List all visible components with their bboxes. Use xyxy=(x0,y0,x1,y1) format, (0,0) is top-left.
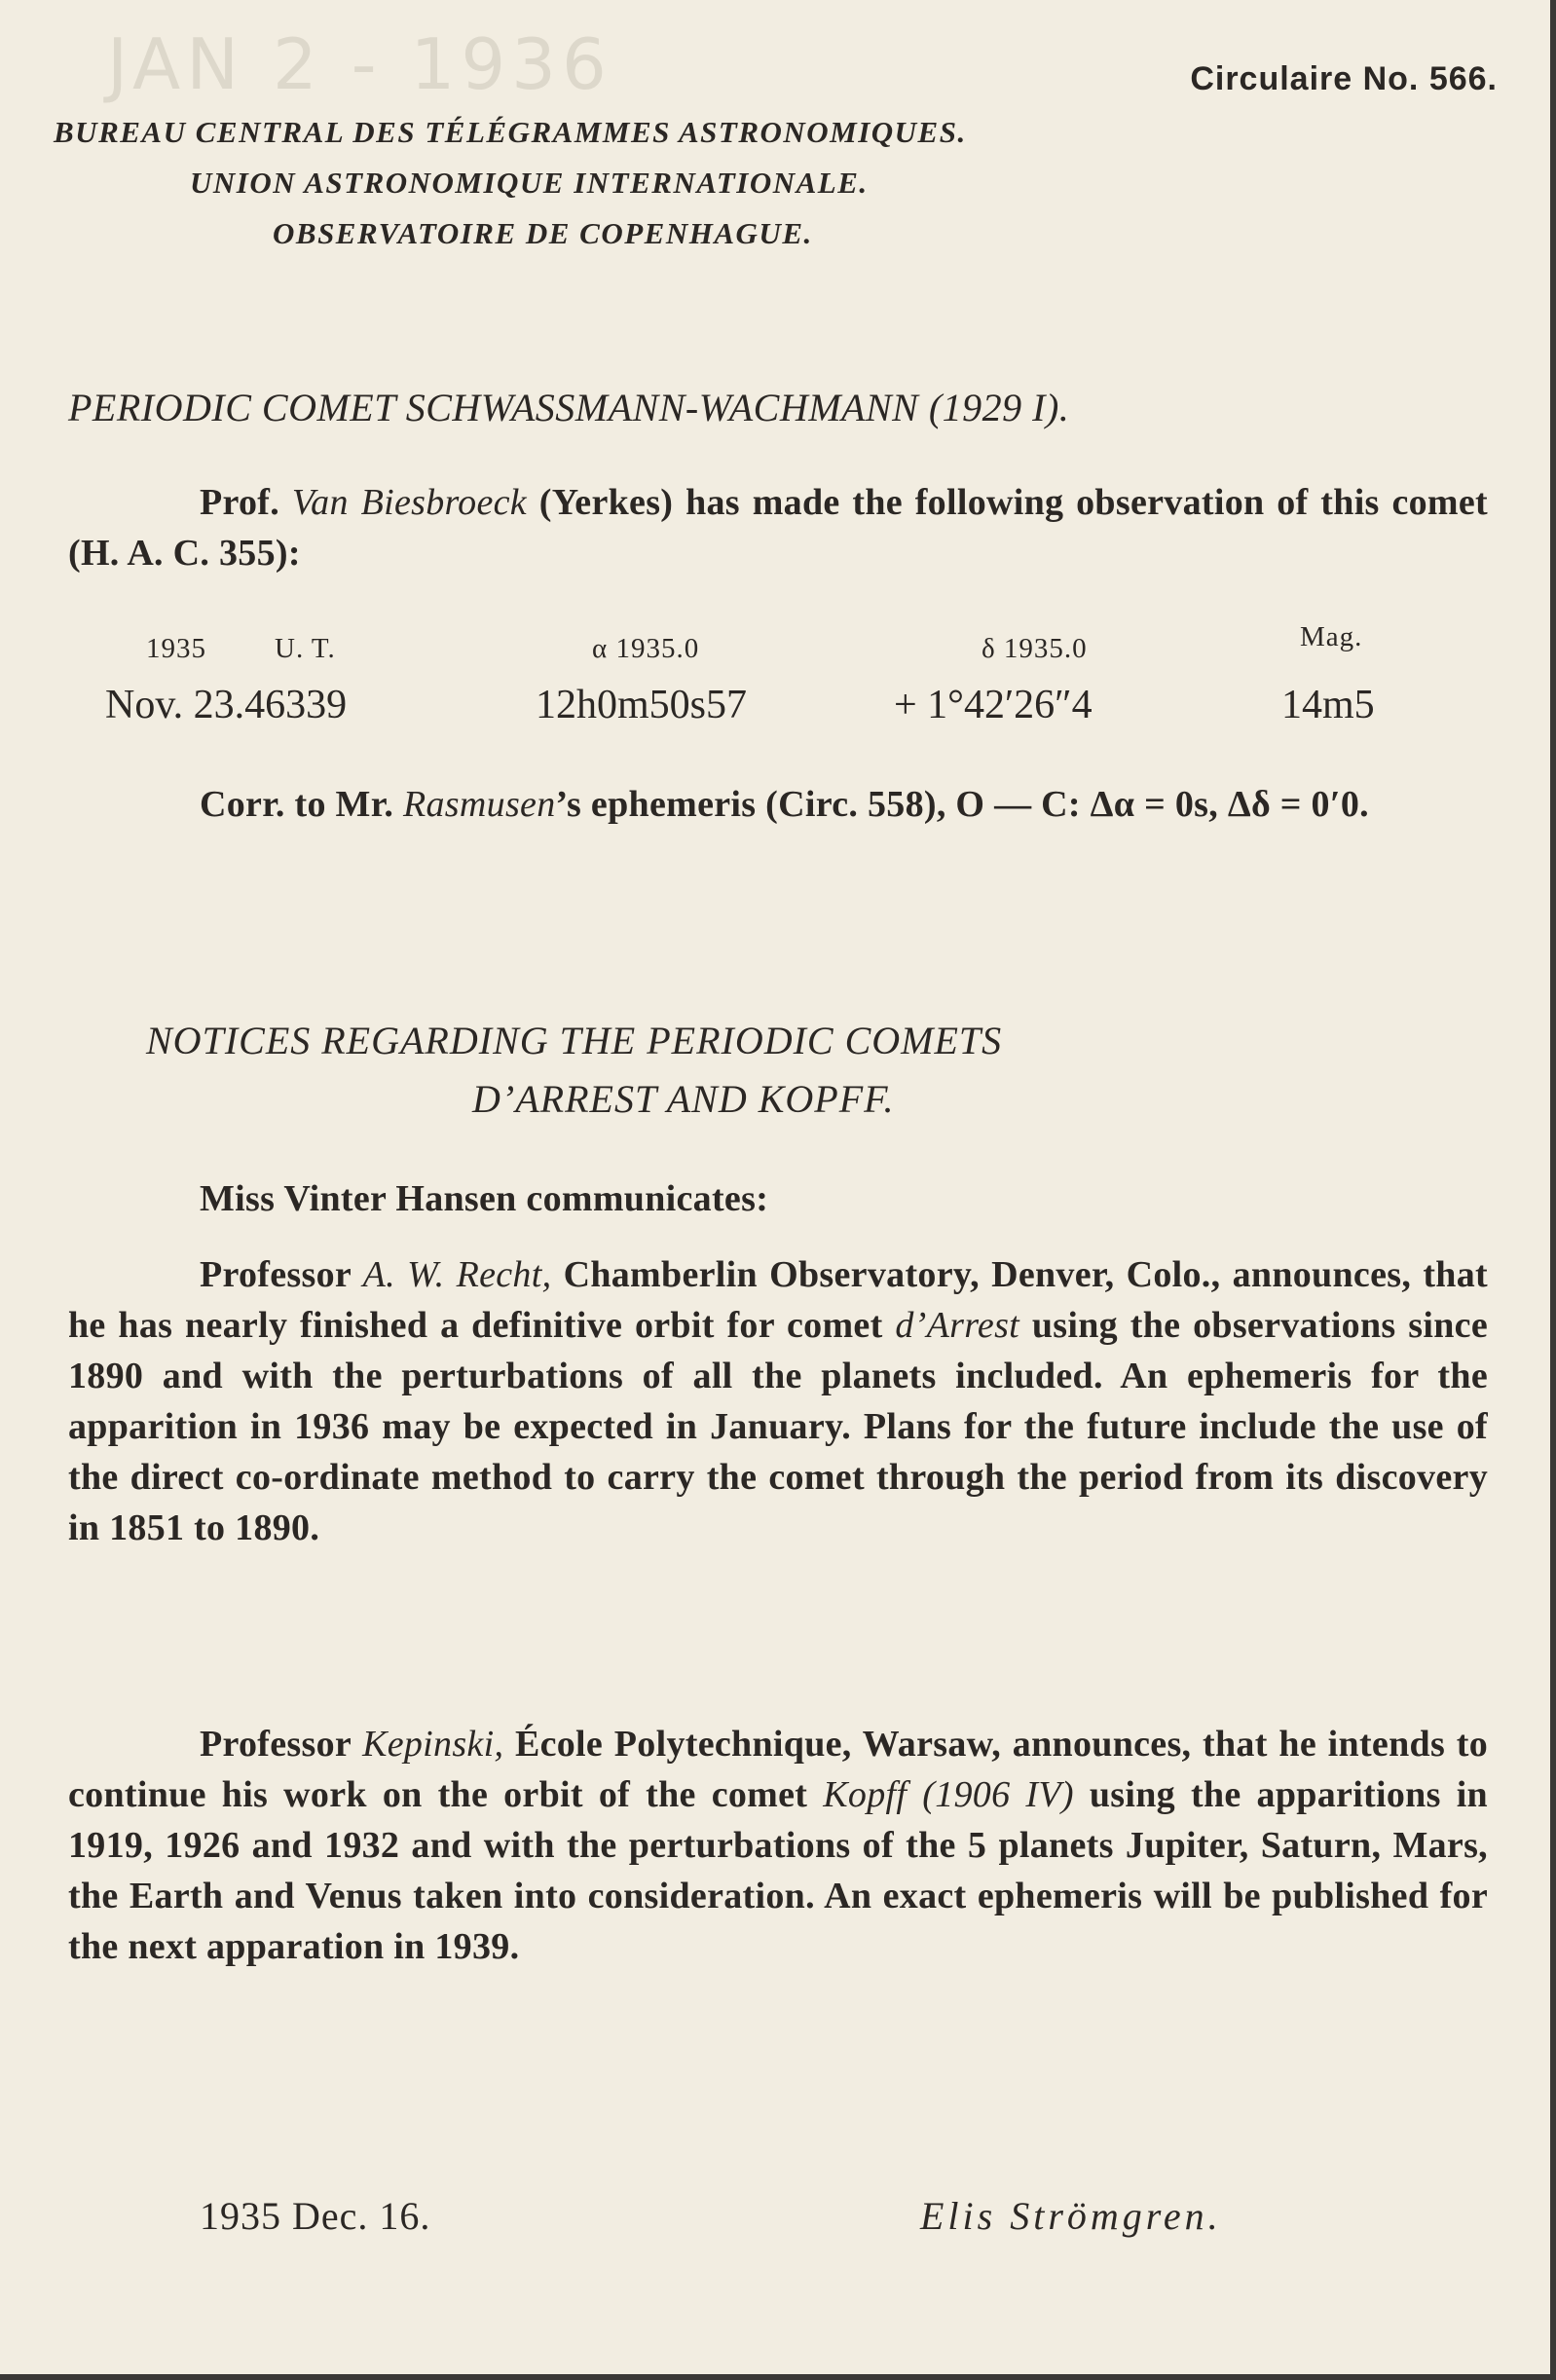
ephemeris-author: Rasmusen xyxy=(403,784,556,825)
section1-title: PERIODIC COMET SCHWASSMANN-WACHMANN (1929 I). xyxy=(68,386,1070,429)
obs-ra: 12h0m50s57 xyxy=(536,683,748,727)
communicates-line: Miss Vinter Hansen communicates: xyxy=(200,1178,769,1219)
section1-intro: Prof. Van Biesbroeck (Yerkes) has made the following observation of this comet (H. A. C. 355): xyxy=(68,482,1488,574)
obs-date: Nov. 23.46339 xyxy=(105,683,348,727)
kopff-name: Kopff (1906 IV) xyxy=(823,1774,1074,1815)
obs-dec: + 1°42′26″4 xyxy=(894,683,1093,727)
section2-title-line1: NOTICES REGARDING THE PERIODIC COMETS xyxy=(146,1019,1003,1062)
obs-mag: 14m5 xyxy=(1281,683,1375,727)
header-union: UNION ASTRONOMIQUE INTERNATIONALE. xyxy=(190,166,869,200)
issue-date: 1935 Dec. 16. xyxy=(200,2194,431,2238)
circular-number: Circulaire No. 566. xyxy=(1190,60,1498,97)
obs-header-mag: Mag. xyxy=(1300,621,1363,652)
header-observatory: OBSERVATOIRE DE COPENHAGUE. xyxy=(273,216,813,250)
obs-header-ut: U. T. xyxy=(275,633,336,664)
header-bureau: BUREAU CENTRAL DES TÉLÉGRAMMES ASTRONOMIQUES. xyxy=(54,115,967,149)
kepinski-name: Kepinski, xyxy=(362,1724,504,1765)
obs-header-ra: α 1935.0 xyxy=(592,633,700,664)
signature: Elis Strömgren. xyxy=(920,2194,1222,2238)
section1-correction: Corr. to Mr. Rasmusen’s ephemeris (Circ. 558), O — C: Δα = 0s, Δδ = 0′0. xyxy=(200,784,1369,825)
obs-header-dec: δ 1935.0 xyxy=(982,633,1088,664)
recht-name: A. W. Recht, xyxy=(362,1254,552,1295)
observer-name: Van Biesbroeck xyxy=(291,482,527,523)
recht-paragraph: Professor A. W. Recht, Chamberlin Observatory, Denver, Colo., announces, that he has nearly finished a definitive orbit for comet d’Arrest using the observations since 1890 and with the perturbations of all the planets included. An ephemeris for the apparition in 1936 may be expected in January. Plans for the future include the use of the direct co-ordinate method to carry the comet through the period from its discovery in 1851 to 1890. xyxy=(68,1254,1489,1548)
darrest-name: d’Arrest xyxy=(895,1305,1020,1346)
obs-header-year: 1935 xyxy=(146,633,206,664)
kepinski-paragraph: Professor Kepinski, École Polytechnique, Warsaw, announces, that he intends to continue his work on the orbit of the comet Kopff (1906 IV) using the apparitions in 1919, 1926 and 1932 and with the perturbations of the 5 planets Jupiter, Saturn, Mars, the Earth and Venus taken into consideration. An exact ephemeris will be published for the next apparation in 1939. xyxy=(68,1724,1488,1967)
received-date-stamp: JAN 2 - 1936 xyxy=(107,23,612,105)
section2-title-line2: D’ARREST AND KOPFF. xyxy=(472,1077,895,1121)
